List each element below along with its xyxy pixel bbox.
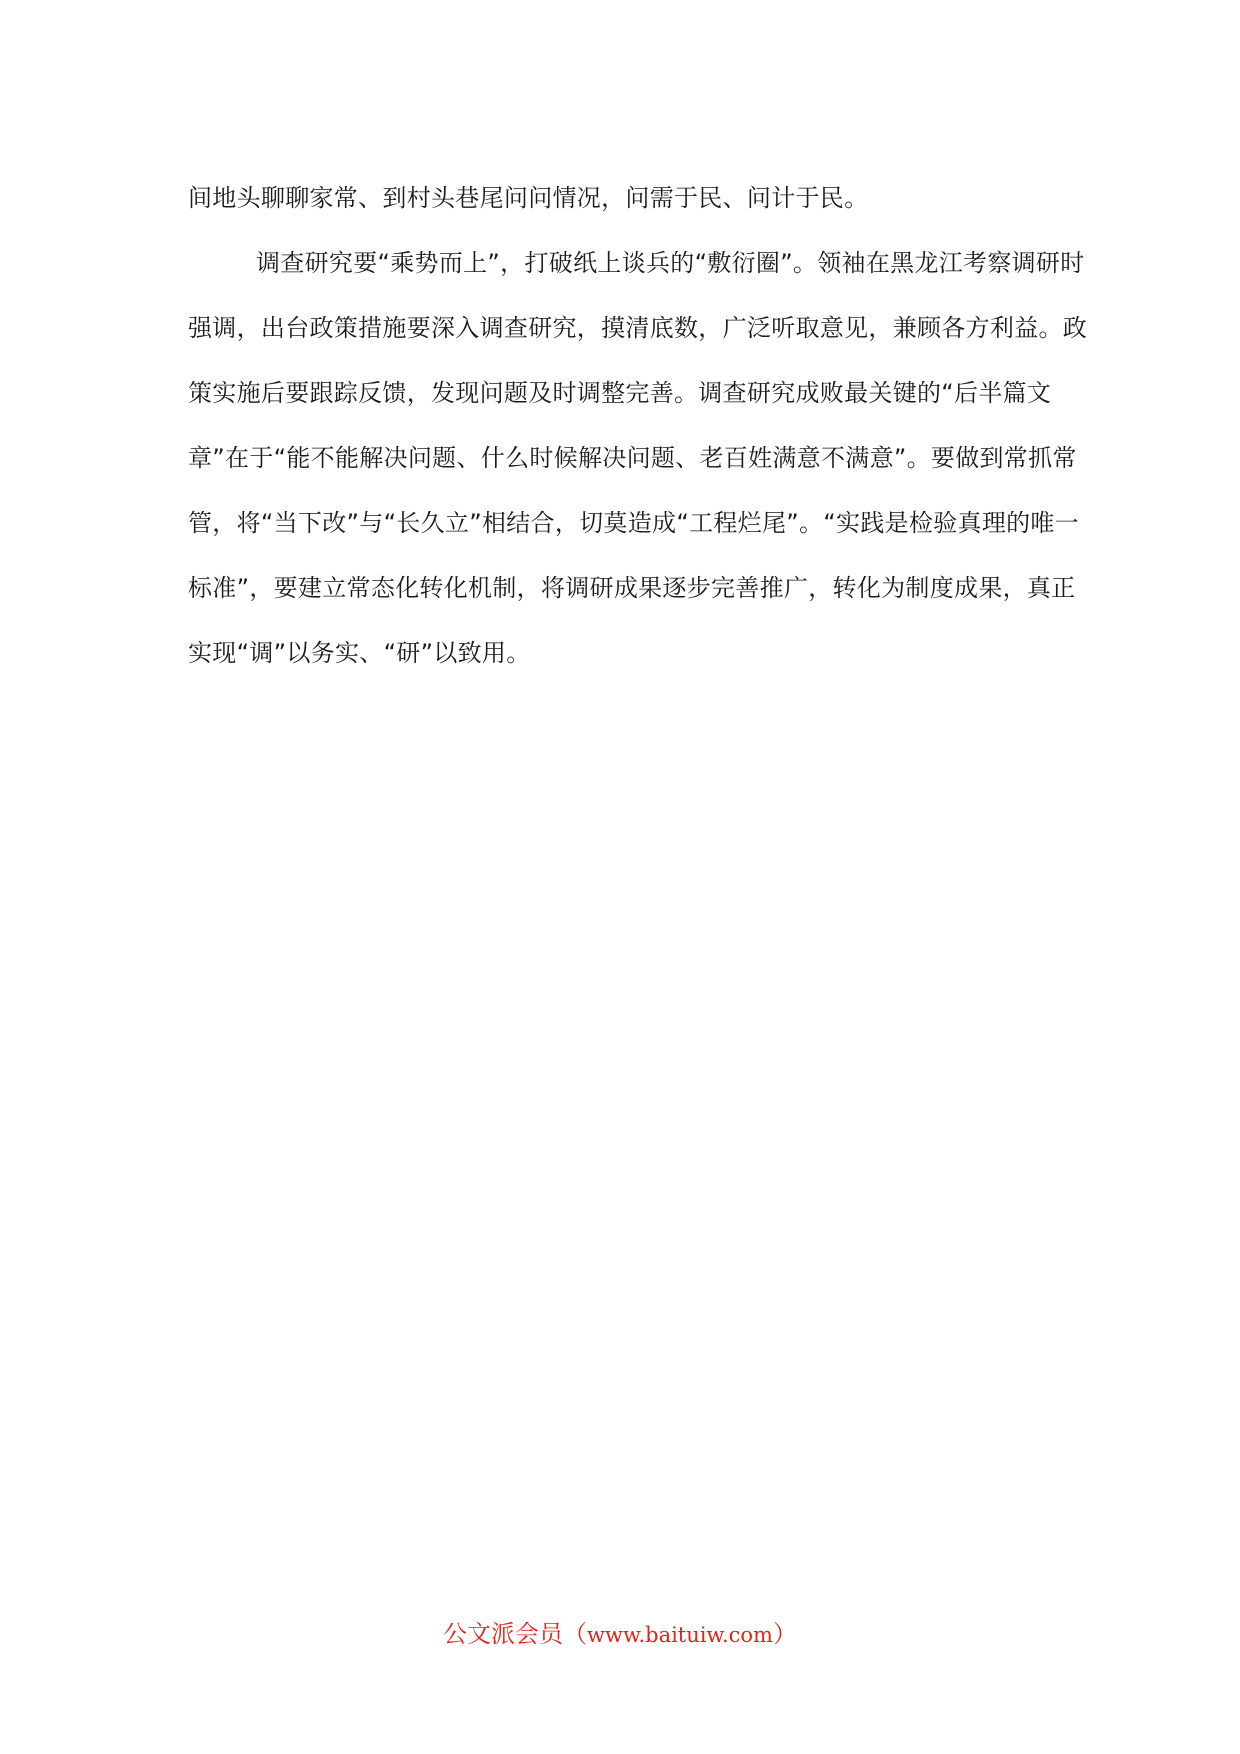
- paragraph-continuation: 间地头聊聊家常、到村头巷尾问问情况，问需于民、问计于民。: [188, 184, 869, 212]
- footer-url-link[interactable]: www.baituiw.com: [587, 1623, 773, 1647]
- paragraph-survey-research: 调查研究要“乘势而上”，打破纸上谈兵的“敷衍圈”。领袖在黑龙江考察调研时强调，出台政策措施要深入调查研究，摸清底数，广泛听取意见，兼顾各方利益。政策实施后要跟踪反馈，发现问题及时调整完善。调查研究成败最关键的“后半篇文章”在于“能不能解决问题、什么时候解决问题、老百姓满意不满意”。要做到常抓常管，将“当下改”与“长久立”相结合，切莫造成“工程烂尾”。“实践是检验真理的唯一标准”，要建立常态化转化机制，将调研成果逐步完善推广，转化为制度成果，真正实现“调”以务实、“研”以致用。: [188, 249, 1088, 667]
- footer-close-paren: ）: [772, 1620, 797, 1648]
- document-body: [188, 166, 1088, 686]
- footer-open-paren: （: [563, 1620, 588, 1648]
- page-footer: [0, 1614, 1240, 1655]
- footer-brand: 公文派会员: [443, 1620, 564, 1648]
